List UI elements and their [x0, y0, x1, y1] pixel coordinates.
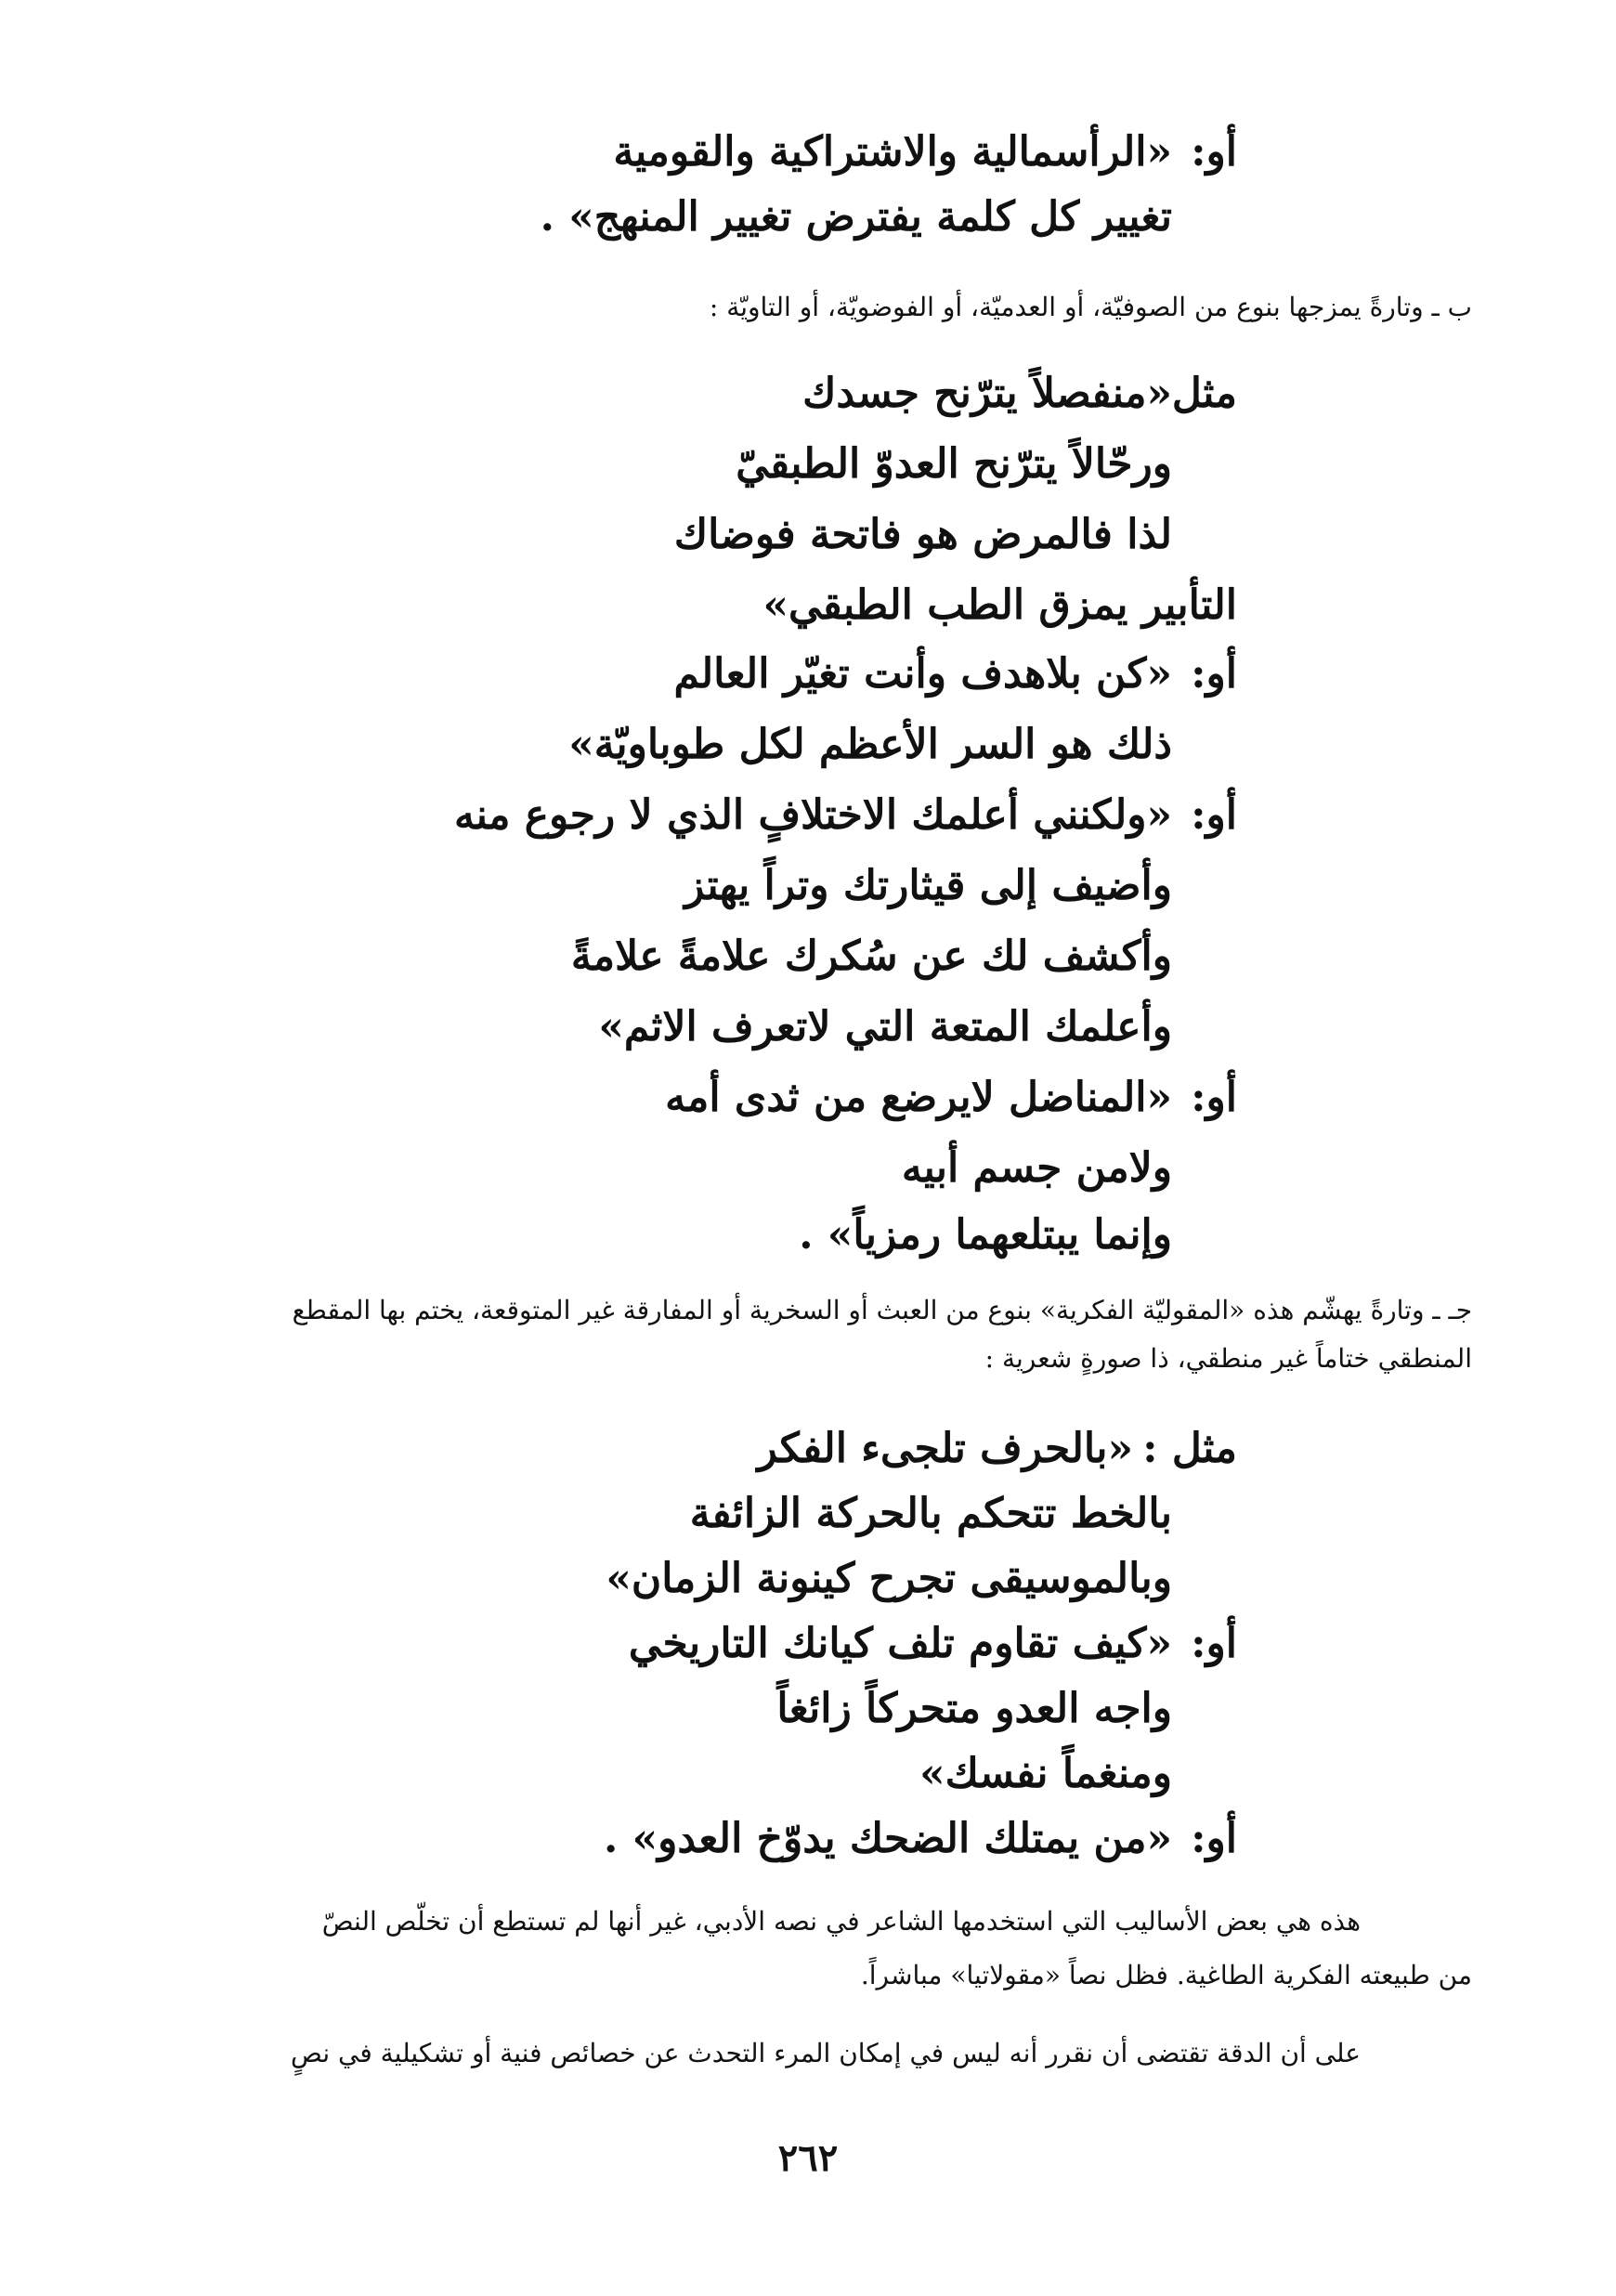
poem-line: «منفصلاً يترّنح جسدك [802, 370, 1172, 417]
last-paragraph: على أن الدقة تقتضى أن نقرر أنه ليس في إمكان المرء التحدث عن خصائص فنية أو تشكيلية في نصٍ [291, 2038, 1361, 2068]
conclusion-paragraph: هذه هي بعض الأساليب التي استخدمها الشاعر في نصه الأدبي، غير أنها لم تستطع أن تخلّص النصّ [321, 1906, 1361, 1937]
poem-line: «كن بلاهدف وأنت تغيّر العالم [673, 650, 1172, 698]
quote-marker: أو: [1191, 1620, 1237, 1667]
poem-line: التأبير يمزق الطب الطبقي» [762, 581, 1237, 629]
poem-line: «المناضل لايرضع من ثدى أمه [665, 1074, 1172, 1121]
quote-marker: أو: [1191, 128, 1237, 176]
poem-line: واجه العدو متحركاً زائغاً [776, 1685, 1172, 1732]
section-c-intro: جـ ـ وتارةً يهشّم هذه «المقوليّة الفكرية» بنوع من العبث أو السخرية أو المفارقة غير المتوقعة، يختم بها المقطع [292, 1295, 1472, 1325]
quote-marker: أو: [1191, 650, 1237, 698]
quote-marker: أو: [1191, 1815, 1237, 1862]
poem-line: ومنغماً نفسك» [919, 1750, 1172, 1797]
quote-marker: مثل : [1142, 1425, 1237, 1472]
quote-marker: مثل [1171, 370, 1237, 417]
conclusion-paragraph: من طبيعته الفكرية الطاغية. فظل نصاً «مقولاتيا» مباشراً. [860, 1960, 1472, 1990]
poem-line: لذا فالمرض هو فاتحة فوضاك [673, 511, 1172, 558]
poem-line: وبالموسيقى تجرح كينونة الزمان» [606, 1555, 1172, 1602]
poem-line: وإنما يبتلعهما رمزياً» . [799, 1211, 1172, 1259]
poem-line: ورحّالاً يترّنح العدوّ الطبقيّ [736, 440, 1172, 488]
poem-line: «كيف تقاوم تلف كيانك التاريخي [628, 1620, 1172, 1667]
poem-line: تغيير كل كلمة يفترض تغيير المنهج» . [540, 193, 1172, 241]
poem-line: وأعلمك المتعة التي لاتعرف الاثم» [598, 1003, 1172, 1050]
poem-line: «الرأسمالية والاشتراكية والقومية [613, 128, 1172, 176]
poem-line: ولامن جسم أبيه [901, 1144, 1172, 1192]
poem-line: «بالحرف تلجىء الفكر [757, 1425, 1133, 1472]
section-b-intro: ب ـ وتارةً يمزجها بنوع من الصوفيّة، أو العدميّة، أو الفوضويّة، أو التاويّة : [709, 292, 1472, 322]
page-number: ٢٦٢ [777, 2136, 839, 2180]
quote-marker: أو: [1191, 1074, 1237, 1121]
poem-line: وأضيف إلى قيثارتك وتراً يهتز [684, 862, 1172, 909]
section-c-intro: المنطقي ختاماً غير منطقي، ذا صورةٍ شعرية : [984, 1343, 1472, 1374]
poem-line: وأكشف لك عن سُكرك علامةً علامةً [570, 933, 1172, 980]
poem-line: ذلك هو السر الأعظم لكل طوباويّة» [568, 721, 1172, 768]
poem-line: «من يمتلك الضحك يدوّخ العدو» . [603, 1815, 1172, 1862]
poem-line: بالخط تتحكم بالحركة الزائفة [689, 1490, 1172, 1537]
quote-marker: أو: [1191, 791, 1237, 839]
poem-line: «ولكنني أعلمك الاختلافٍ الذي لا رجوع منه [454, 791, 1172, 839]
